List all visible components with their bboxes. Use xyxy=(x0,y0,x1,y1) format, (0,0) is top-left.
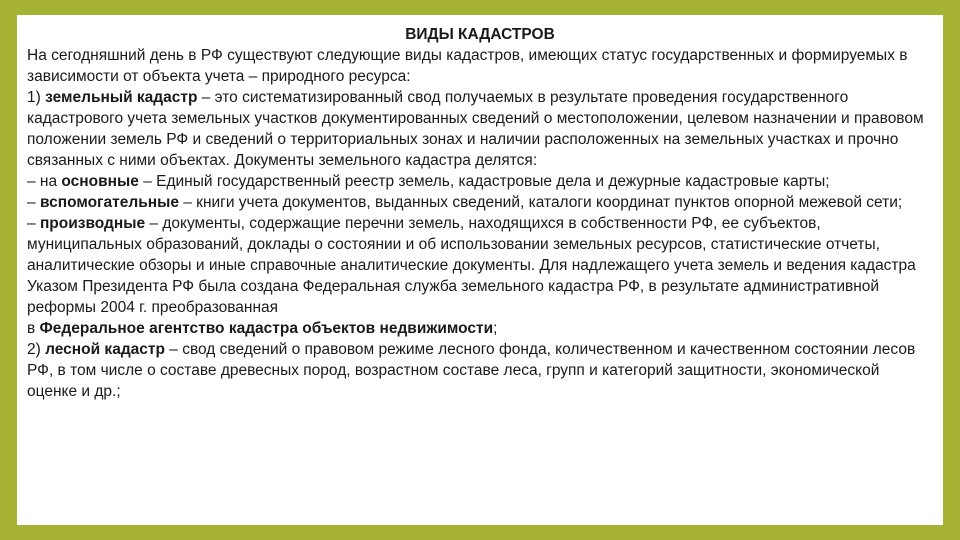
intro-text: На сегодняшний день в РФ существуют следующие виды кадастров, имеющих статус государственных и формируемых в зависимости от объекта учета – природного ресурса: xyxy=(27,47,908,85)
sub-main-term: основные xyxy=(61,173,139,190)
sub-aux-text: – книги учета документов, выданных сведений, каталоги координат пунктов опорной межевой сети; xyxy=(178,194,903,211)
agency-line xyxy=(27,318,933,339)
sub-aux-term: вспомогательные xyxy=(39,194,179,211)
item2-definition: – свод сведений о правовом режиме лесного фонда, количественном и качественном состоянии лесов РФ, в том числе о составе древесных пород, возрастном составе леса, групп и категорий защитности, экономической оценке и др.; xyxy=(27,341,916,400)
sub-derived-text: – документы, содержащие перечни земель, находящихся в собственности РФ, ее субъектов, муниципальных образований, доклады о состоянии и об использовании земельных ресурсов, статистические отчеты, аналитические обзоры и иные справочные аналитические документы. Для надлежащего учета земель и ведения кадастра Указом Президента РФ была создана Федеральная служба земельного кадастра РФ, в результате административной реформы 2004 г. преобразованная xyxy=(27,215,916,316)
item1-definition: – это систематизированный свод получаемых в результате проведения государственного кадастрового учета земельных участков документированных сведений о местоположении, целевом назначении и правовом положении земель РФ и сведений о территориальных зонах и наличии расположенных на земельных участках и прочно связанных с ними объектах. Документы земельного кадастра делятся: xyxy=(27,89,924,169)
sub-aux-prefix: – xyxy=(27,194,40,211)
subitem-main-documents xyxy=(27,171,933,192)
sub-derived-prefix: – xyxy=(27,215,40,232)
slide-panel xyxy=(17,15,943,525)
agency-suffix: ; xyxy=(493,320,498,337)
agency-name: Федеральное агентство кадастра объектов недвижимости xyxy=(39,320,494,337)
subitem-derived-documents xyxy=(27,213,933,318)
item1-term: земельный кадастр xyxy=(45,89,198,106)
item-land-cadastre xyxy=(27,87,933,171)
sub-main-text: – Единый государственный реестр земель, кадастровые дела и дежурные кадастровые карты; xyxy=(138,173,830,190)
item1-number: 1) xyxy=(27,89,46,106)
item2-number: 2) xyxy=(27,341,46,358)
slide-title: ВИДЫ КАДАСТРОВ xyxy=(405,26,555,43)
sub-main-prefix: – на xyxy=(27,173,62,190)
item-forest-cadastre xyxy=(27,339,933,402)
intro-paragraph xyxy=(27,45,933,87)
subitem-auxiliary-documents xyxy=(27,192,933,213)
item2-term: лесной кадастр xyxy=(45,341,165,358)
sub-derived-term: производные xyxy=(39,215,146,232)
agency-prefix: в xyxy=(27,320,40,337)
